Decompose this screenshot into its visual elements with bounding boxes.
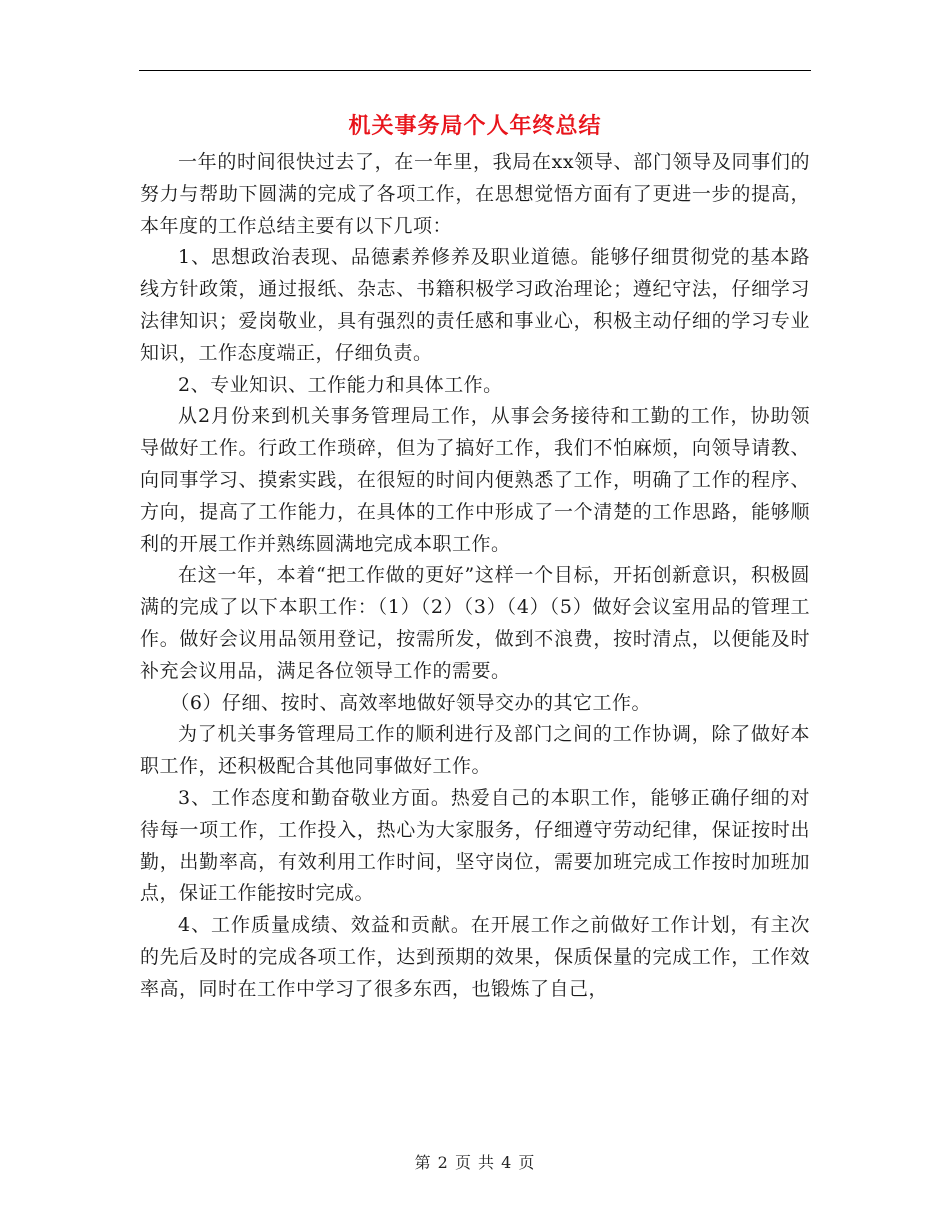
paragraph-section-4: 4、工作质量成绩、效益和贡献。在开展工作之前做好工作计划，有主次的先后及时的完成各项工作，达到预期的效果，保质保量的完成工作，工作效率高，同时在工作中学习了很多东西，也锻炼了自己，: [140, 914, 810, 1000]
paragraph-section-2-heading: 2、专业知识、工作能力和具体工作。: [178, 373, 503, 396]
paragraph-intro: 一年的时间很快过去了，在一年里，我局在xx领导、部门领导及同事们的努力与帮助下圆满的完成了各项工作，在思想觉悟方面有了更进一步的提高，本年度的工作总结主要有以下几项：: [140, 151, 810, 237]
paragraph-section-2-body: 从2月份来到机关事务管理局工作，从事会务接待和工勤的工作，协助领导做好工作。行政工作琐碎，但为了搞好工作，我们不怕麻烦，向领导请教、向同事学习、摸索实践，在很短的时间内便熟悉了工作，明确了工作的程序、方向，提高了工作能力，在具体的工作中形成了一个清楚的工作思路，能够顺利的开展工作并熟练圆满地完成本职工作。: [140, 405, 810, 555]
document-title: 机关事务局个人年终总结: [348, 113, 602, 139]
paragraph-duties: 在这一年，本着“把工作做的更好”这样一个目标，开拓创新意识，积极圆满的完成了以下本职工作：（1）（2）（3）（4）（5）做好会议室用品的管理工作。做好会议用品领用登记，按需所发，做到不浪费，按时清点，以便能及时补充会议用品，满足各位领导工作的需要。: [140, 564, 810, 682]
paragraph-item-6: （6）仔细、按时、高效率地做好领导交办的其它工作。: [170, 691, 651, 714]
paragraph-cooperation: 为了机关事务管理局工作的顺利进行及部门之间的工作协调，除了做好本职工作，还积极配合其他同事做好工作。: [140, 723, 810, 778]
paragraph-section-1: 1、思想政治表现、品德素养修养及职业道德。能够仔细贯彻党的基本路线方针政策，通过报纸、杂志、书籍积极学习政治理论；遵纪守法，仔细学习法律知识；爱岗敬业，具有强烈的责任感和事业心，积极主动仔细的学习专业知识，工作态度端正，仔细负责。: [140, 246, 810, 364]
paragraph-section-3: 3、工作态度和勤奋敬业方面。热爱自己的本职工作，能够正确仔细的对待每一项工作，工作投入，热心为大家服务，仔细遵守劳动纪律，保证按时出勤，出勤率高，有效利用工作时间，坚守岗位，需要加班完成工作按时加班加点，保证工作能按时完成。: [140, 786, 810, 905]
document-body: [140, 147, 810, 1006]
page-number: 第 2 页 共 4 页: [414, 1153, 536, 1172]
header-rule: [139, 70, 811, 71]
